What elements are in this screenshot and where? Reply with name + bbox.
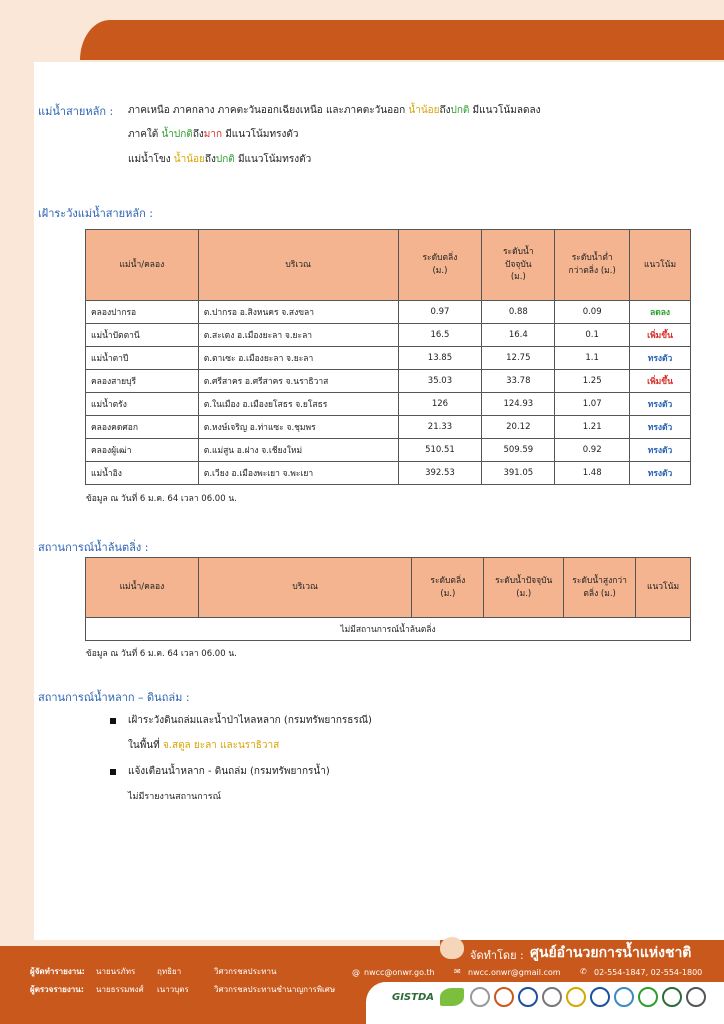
- org-name: ศูนย์อำนวยการน้ำแห่งชาติ: [530, 945, 692, 961]
- cell-current-level: 20.12: [482, 416, 555, 439]
- cell-area: ต.ศรีสาคร อ.ศรีสาคร จ.นราธิวาส: [198, 370, 398, 393]
- phone-numbers: 02-554-1847, 02-554-1800: [594, 968, 703, 977]
- cell-current-level: 33.78: [482, 370, 555, 393]
- made-by-label: จัดทำโดย :: [470, 949, 524, 962]
- flood-title: สถานการณ์น้ำหลาก – ดินถล่ม :: [38, 691, 190, 704]
- footer-peach-strip: [0, 940, 440, 946]
- th-river: แม่น้ำ/คลอง: [86, 230, 199, 301]
- partner-logo-icon: [614, 987, 634, 1007]
- overflow-empty-message: ไม่มีสถานการณ์น้ำล้นตลิ่ง: [86, 618, 691, 641]
- water-drop-mascot-icon: [440, 937, 464, 959]
- table-row: [86, 370, 691, 393]
- phone-icon: ✆: [580, 967, 587, 976]
- cell-current-level: 12.75: [482, 347, 555, 370]
- cell-area: ต.ปากรอ อ.สิงหนคร จ.สงขลา: [198, 301, 398, 324]
- flood-item-2-status: ไม่มีรายงานสถานการณ์: [128, 792, 221, 802]
- partner-logo-icon: [470, 987, 490, 1007]
- cell-river: คลองปากรอ: [86, 301, 199, 324]
- reviewer-firstname: นายธรรมพงศ์: [96, 985, 144, 994]
- table-row: [86, 439, 691, 462]
- cell-below-bank: 1.25: [555, 370, 630, 393]
- bullet-icon: [110, 769, 116, 775]
- reviewer-role: วิศวกรชลประทานชำนาญการพิเศษ: [214, 985, 336, 994]
- email-primary[interactable]: nwcc@onwr.go.th: [364, 968, 435, 977]
- leaf-logo-icon: [440, 988, 464, 1006]
- cell-river: แม่น้ำตาปี: [86, 347, 199, 370]
- reporter-firstname: นายนรภัทร: [96, 967, 136, 976]
- cell-trend: ทรงตัว: [630, 416, 691, 439]
- cell-below-bank: 1.07: [555, 393, 630, 416]
- th-area: บริเวณ: [198, 230, 398, 301]
- email-icon: @: [352, 968, 360, 977]
- cell-trend: ทรงตัว: [630, 347, 691, 370]
- partner-logo-icon: [686, 987, 706, 1007]
- cell-area: ต.แม่สูน อ.ฝาง จ.เชียงใหม่: [198, 439, 398, 462]
- th-trend: แนวโน้ม: [630, 230, 691, 301]
- reporter-role: วิศวกรชลประทาน: [214, 967, 277, 976]
- cell-river: แม่น้ำอิง: [86, 462, 199, 485]
- partner-logo-icon: [662, 987, 682, 1007]
- partner-logo-icon: [638, 987, 658, 1007]
- cell-below-bank: 1.48: [555, 462, 630, 485]
- cell-below-bank: 0.1: [555, 324, 630, 347]
- cell-area: ต.สะเตง อ.เมืองยะลา จ.ยะลา: [198, 324, 398, 347]
- cell-bank-level: 0.97: [398, 301, 482, 324]
- flood-item-1: เฝ้าระวังดินถล่มและน้ำป่าไหลหลาก (กรมทรัพยากรธรณี): [128, 715, 372, 726]
- overflow-note: ข้อมูล ณ วันที่ 6 ม.ค. 64 เวลา 06.00 น.: [86, 649, 237, 659]
- cell-bank-level: 21.33: [398, 416, 482, 439]
- th-river: แม่น้ำ/คลอง: [86, 558, 199, 618]
- cell-bank-level: 510.51: [398, 439, 482, 462]
- flood-item-1-area: ในพื้นที่ จ.สตูล ยะลา และนราธิวาส: [128, 740, 280, 751]
- summary-line-north: ภาคเหนือ ภาคกลาง ภาคตะวันออกเฉียงเหนือ และภาคตะวันออก น้ำน้อยถึงปกติ มีแนวโน้มลดลง: [128, 105, 541, 116]
- th-current: ระดับน้ำปัจจุบัน (ม.): [484, 558, 564, 618]
- partner-logo-icon: [518, 987, 538, 1007]
- th-trend: แนวโน้ม: [636, 558, 691, 618]
- summary-label: แม่น้ำสายหลัก :: [38, 105, 114, 118]
- table-row: [86, 393, 691, 416]
- cell-current-level: 16.4: [482, 324, 555, 347]
- th-bank: ระดับตลิ่ง (ม.): [398, 230, 482, 301]
- th-current: ระดับน้ำ ปัจจุบัน (ม.): [482, 230, 555, 301]
- reporter-lastname: ฤทธิยา: [157, 967, 182, 976]
- partner-logo-icon: [590, 987, 610, 1007]
- th-below: ระดับน้ำต่ำ กว่าตลิ่ง (ม.): [555, 230, 630, 301]
- cell-bank-level: 126: [398, 393, 482, 416]
- reviewer-label: ผู้ตรวจรายงาน:: [30, 985, 84, 994]
- email-secondary[interactable]: nwcc.onwr@gmail.com: [468, 968, 561, 977]
- cell-river: คลองคดศอก: [86, 416, 199, 439]
- partner-logo-icon: [494, 987, 514, 1007]
- overflow-title: สถานการณ์น้ำล้นตลิ่ง :: [38, 541, 149, 554]
- cell-below-bank: 1.21: [555, 416, 630, 439]
- cell-trend: ทรงตัว: [630, 439, 691, 462]
- table-row: [86, 416, 691, 439]
- partner-logo-icon: [566, 987, 586, 1007]
- flood-item-2: แจ้งเตือนน้ำหลาก - ดินถล่ม (กรมทรัพยากรน้ำ): [128, 766, 330, 777]
- summary-line-mekong: แม่น้ำโขง น้ำน้อยถึงปกติ มีแนวโน้มทรงตัว: [128, 154, 312, 165]
- cell-river: แม่น้ำปัตตานี: [86, 324, 199, 347]
- cell-area: ต.ในเมือง อ.เมืองยโสธร จ.ยโสธร: [198, 393, 398, 416]
- reviewer-lastname: เนาวบุตร: [157, 985, 189, 994]
- cell-river: คลองสายบุรี: [86, 370, 199, 393]
- cell-bank-level: 13.85: [398, 347, 482, 370]
- table-row: [86, 462, 691, 485]
- summary-line-south: ภาคใต้ น้ำปกติถึงมาก มีแนวโน้มทรงตัว: [128, 129, 299, 140]
- cell-bank-level: 392.53: [398, 462, 482, 485]
- cell-area: ต.หงษ์เจริญ อ.ท่าแซะ จ.ชุมพร: [198, 416, 398, 439]
- cell-current-level: 391.05: [482, 462, 555, 485]
- cell-river: แม่น้ำตรัง: [86, 393, 199, 416]
- reporter-label: ผู้จัดทำรายงาน:: [30, 967, 85, 976]
- cell-trend: ลดลง: [630, 301, 691, 324]
- cell-bank-level: 16.5: [398, 324, 482, 347]
- gistda-logo: GISTDA: [392, 992, 434, 1003]
- cell-trend: ทรงตัว: [630, 462, 691, 485]
- watch-table: [85, 229, 691, 485]
- table-row: [86, 347, 691, 370]
- cell-below-bank: 0.09: [555, 301, 630, 324]
- header-orange-band: [80, 20, 724, 60]
- cell-current-level: 509.59: [482, 439, 555, 462]
- watch-note: ข้อมูล ณ วันที่ 6 ม.ค. 64 เวลา 06.00 น.: [86, 494, 237, 504]
- th-above: ระดับน้ำสูงกว่า ตลิ่ง (ม.): [564, 558, 636, 618]
- overflow-table: [85, 557, 691, 641]
- th-bank: ระดับตลิ่ง (ม.): [412, 558, 484, 618]
- mail-icon: ✉: [454, 967, 461, 976]
- cell-bank-level: 35.03: [398, 370, 482, 393]
- watch-title: เฝ้าระวังแม่น้ำสายหลัก :: [38, 207, 153, 220]
- cell-below-bank: 0.92: [555, 439, 630, 462]
- cell-current-level: 124.93: [482, 393, 555, 416]
- bullet-icon: [110, 718, 116, 724]
- cell-area: ต.เวียง อ.เมืองพะเยา จ.พะเยา: [198, 462, 398, 485]
- cell-below-bank: 1.1: [555, 347, 630, 370]
- left-margin-strip: [0, 62, 34, 940]
- cell-trend: ทรงตัว: [630, 393, 691, 416]
- partner-logo-icon: [542, 987, 562, 1007]
- table-row: [86, 324, 691, 347]
- cell-trend: เพิ่มขึ้น: [630, 324, 691, 347]
- cell-current-level: 0.88: [482, 301, 555, 324]
- cell-trend: เพิ่มขึ้น: [630, 370, 691, 393]
- th-area: บริเวณ: [198, 558, 412, 618]
- cell-river: คลองผู้เฒ่า: [86, 439, 199, 462]
- table-row: [86, 301, 691, 324]
- cell-area: ต.ตาเซะ อ.เมืองยะลา จ.ยะลา: [198, 347, 398, 370]
